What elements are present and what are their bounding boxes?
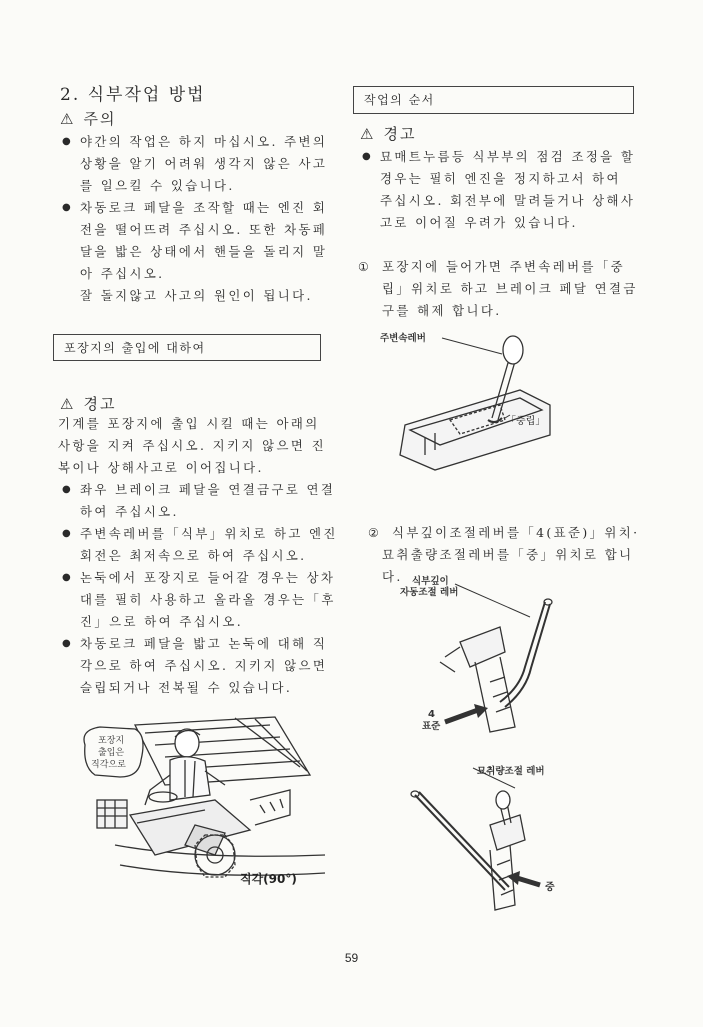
- planting-depth-lever-figure: [400, 572, 560, 752]
- bullet-icon: ●: [62, 484, 74, 495]
- bullet-icon: ●: [362, 151, 374, 162]
- right-warning-body: [358, 146, 638, 234]
- entry-section-box: [53, 334, 321, 361]
- right-warning-item-text: 묘매트누름등 식부부의 점검 조정을 할 경우는 필히 엔진을 정지하고서 하여 주십시오. 회전부에 말려들거나 상해사고로 이어질 우려가 있습니다.: [380, 149, 636, 230]
- bullet-icon: ●: [62, 572, 74, 583]
- step-text: 포장지에 들어가면 주변속레버를「중립」위치로 하고 브레이크 페달 연결금구를 해제 합니다.: [382, 259, 638, 318]
- depth-lever-label-line: 자동조절 레버: [400, 587, 459, 598]
- bullet-icon: ●: [62, 202, 74, 213]
- right-warning-title: 경고: [383, 125, 417, 143]
- bullet-icon: ●: [62, 136, 74, 147]
- sign-line: 포장지: [98, 736, 125, 746]
- left-warning-body: [58, 413, 340, 699]
- work-order-title: 작업의 순서: [364, 93, 435, 107]
- left-warning-item-text: 좌우 브레이크 페달을 연결금구로 연결하여 주십시오.: [80, 482, 336, 519]
- entry-section-title: 포장지의 출입에 대하여: [64, 341, 206, 355]
- left-warning-item-text: 논둑에서 포장지로 들어갈 경우는 상차대를 필히 사용하고 올라올 경우는「후진」으로 하여 주십시오.: [80, 570, 336, 629]
- warning-triangle-icon: ⚠: [60, 110, 76, 128]
- depth-position-label: 표준: [422, 721, 441, 732]
- caution-item-text: 차동로크 페달을 조작할 때는 엔진 회전을 떨어뜨려 주십시오. 또한 차동페달을 밟은 상태에서 핸들을 돌리지 말아 주십시오.: [80, 200, 328, 281]
- left-warning-item-text: 주변속레버를「식부」위치로 하고 엔진 회전은 최저속으로 하여 주십시오.: [80, 526, 338, 563]
- caution-list: [58, 131, 338, 307]
- seedling-lever-label: 묘취량조절 레버: [477, 766, 545, 777]
- sign-line: 직각으로: [91, 760, 126, 770]
- left-warning-heading: [60, 393, 116, 414]
- left-warning-item: [58, 479, 340, 523]
- bullet-icon: ●: [62, 528, 74, 539]
- sign-line: 출입은: [98, 748, 125, 758]
- seedling-position-label: 중: [545, 882, 555, 893]
- right-warning-item: [358, 146, 638, 234]
- angle-label: 직각(90°): [240, 872, 297, 886]
- left-warning-item: [58, 633, 340, 699]
- caution-title: 주의: [83, 110, 117, 128]
- rice-transplanter-drawing: [75, 705, 330, 900]
- left-warning-item-text: 차동로크 페달을 밟고 논둑에 대해 직각으로 하여 주십시오. 지키지 않으면 슬립되거나 전복될 수 있습니다.: [80, 636, 328, 695]
- caution-heading: [60, 108, 116, 129]
- caution-item: [58, 197, 338, 285]
- pointer-arrow-icon: [517, 878, 540, 885]
- caution-item-text: 야간의 작업은 하지 마십시오. 주변의 상황을 알기 어려워 생각지 않은 사고를 일으킬 수 있습니다.: [80, 134, 328, 193]
- field-entry-illustration: [75, 705, 330, 900]
- right-warning-heading: [360, 123, 416, 144]
- left-warning-item: [58, 567, 340, 633]
- work-order-box: [353, 86, 634, 114]
- caution-item: [58, 131, 338, 197]
- depth-lever-drawing: [400, 572, 560, 752]
- shift-lever-drawing: [380, 330, 560, 480]
- section-title: 2. 식부작업 방법: [60, 85, 206, 105]
- depth-position-label: 4: [428, 709, 435, 720]
- step-1: [358, 256, 640, 322]
- warning-triangle-icon: ⚠: [60, 395, 76, 413]
- step-text: 식부깊이조절레버를「4(표준)」위치·묘취출량조절레버를「중」위치로 합니다.: [382, 525, 640, 584]
- left-warning-item: [58, 523, 340, 567]
- left-warning-intro: 기계를 포장지에 출입 시킬 때는 아래의 사항을 지켜 주십시오. 지키지 않으면 진복이나 상해사고로 이어집니다.: [58, 416, 326, 475]
- main-shift-lever-figure: [380, 330, 560, 480]
- seedling-amount-lever-figure: [405, 760, 565, 920]
- page-number: 59: [344, 951, 359, 965]
- step-number: ②: [368, 526, 382, 540]
- bullet-icon: ●: [62, 638, 74, 649]
- lever-label: 주변속레버: [380, 333, 426, 344]
- caution-tail: 잘 돌지않고 사고의 원인이 됩니다.: [80, 288, 313, 303]
- step-number: ①: [358, 260, 372, 274]
- pointer-arrow-icon: [445, 710, 478, 722]
- neutral-label: 「중립」: [506, 416, 546, 427]
- depth-lever-label-line: 식부깊이: [412, 576, 449, 587]
- warning-triangle-icon: ⚠: [360, 125, 376, 143]
- seedling-lever-drawing: [405, 760, 565, 920]
- left-warning-title: 경고: [83, 395, 117, 413]
